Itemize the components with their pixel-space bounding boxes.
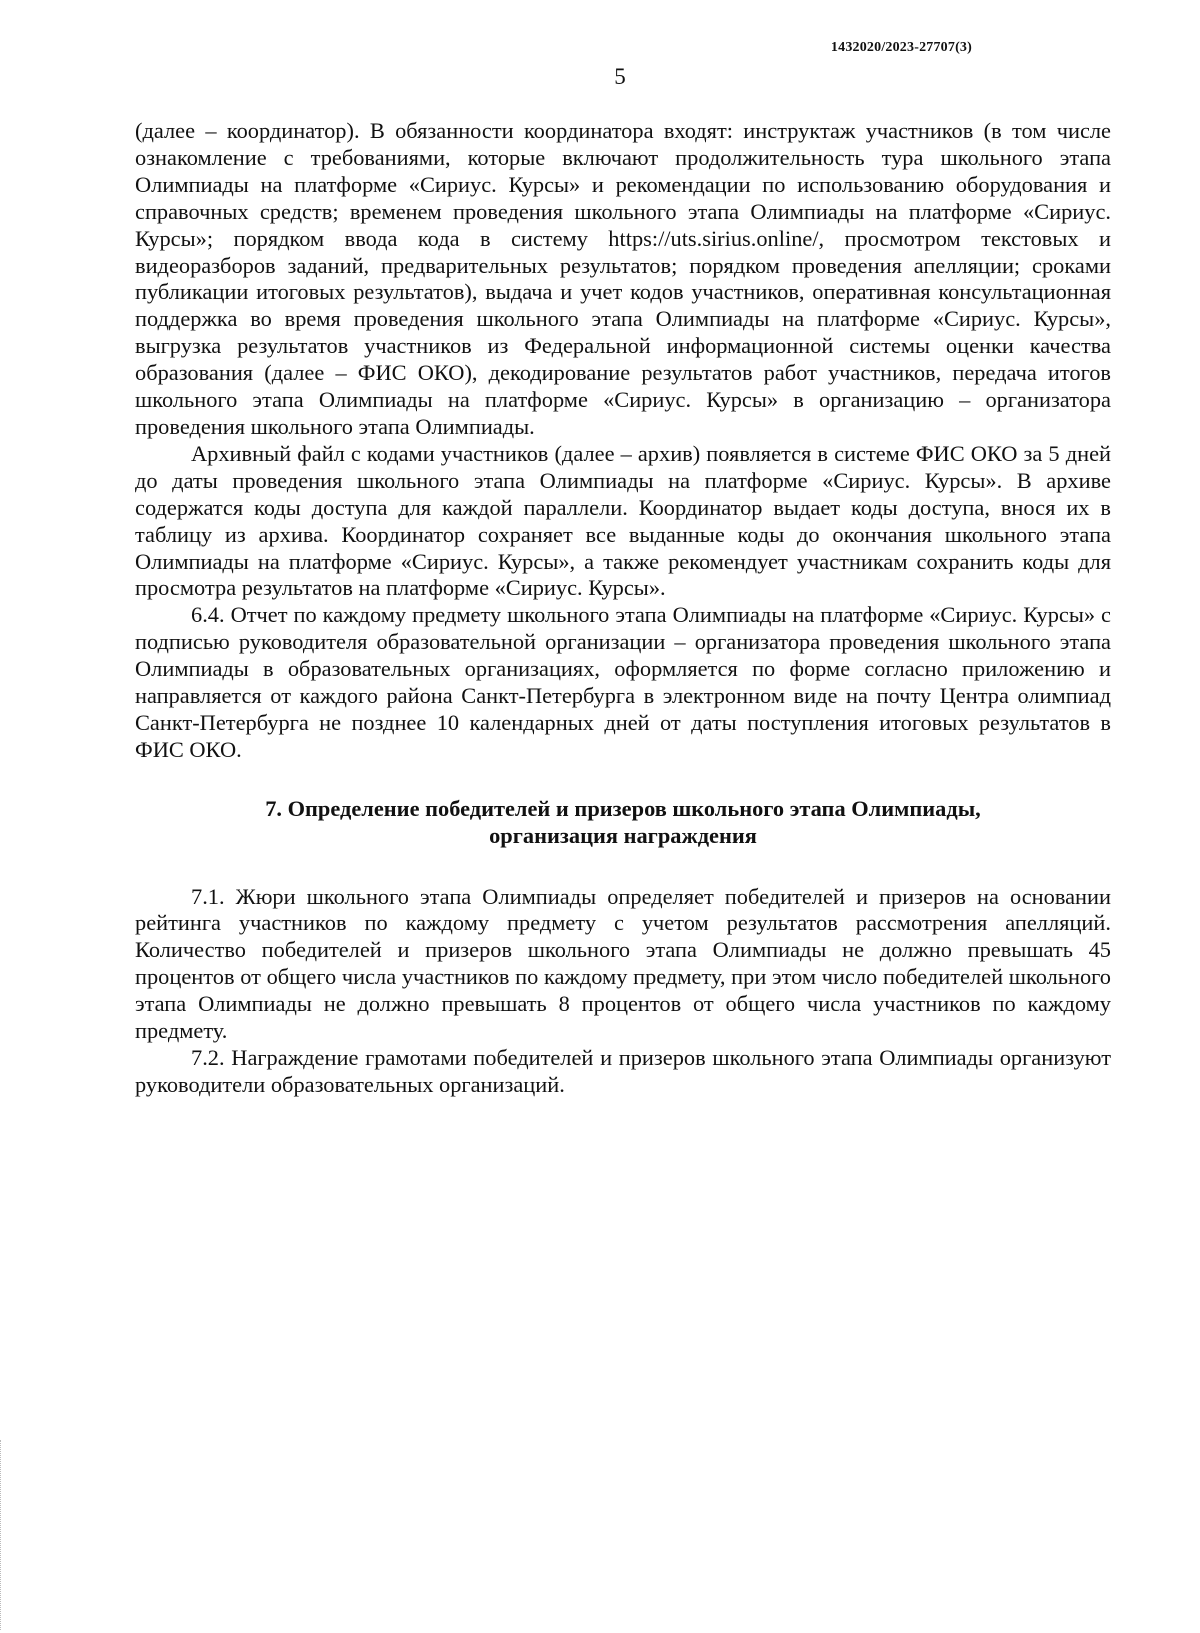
paragraph-6-4-report: 6.4. Отчет по каждому предмету школьного этапа Олимпиады на платформе «Сириус. Курсы» с подписью руководителя образовательной организации – организатора проведения школьного этапа Олимпиады в образовательных организациях, оформляется по форме согласно приложению и направляется от каждого района Санкт-Петербурга в электронном виде на почту Центра олимпиад Санкт-Петербурга не позднее 10 календарных дней от даты поступления итоговых результатов в ФИС ОКО. [135,602,1111,762]
scan-edge-artifact [0,1440,2,1630]
section-7-heading-line-2: организация награждения [489,822,757,848]
paragraph-archive-file: Архивный файл с кодами участников (далее – архив) появляется в системе ФИС ОКО за 5 дней до даты проведения школьного этапа Олимпиады на платформе «Сириус. Курсы». В архиве содержатся коды доступа для каждой параллели. Координатор выдает коды доступа, внося их в таблицу из архива. Координатор сохраняет все выданные коды до окончания школьного этапа Олимпиады на платформе «Сириус. Курсы», а также рекомендует участникам сохранить коды для просмотра результатов на платформе «Сириус. Курсы». [135,440,1111,601]
document-body [135,118,1111,1099]
paragraph-7-1-jury: 7.1. Жюри школьного этапа Олимпиады определяет победителей и призеров на основании рейтинга участников по каждому предмету с учетом результатов рассмотрения апелляций. Количество победителей и призеров школьного этапа Олимпиады не должно превышать 45 процентов от общего числа участников по каждому предмету, при этом число победителей школьного этапа Олимпиады не должно превышать 8 процентов от общего числа участников по каждому предмету. [135,883,1111,1044]
paragraph-coordinator-duties: (далее – координатор). В обязанности координатора входят: инструктаж участников (в том числе ознакомление с требованиями, которые включают продолжительность тура школьного этапа Олимпиады на платформе «Сириус. Курсы» и рекомендации по использованию оборудования и справочных средств; временем проведения школьного этапа Олимпиады на платформе «Сириус. Курсы»; порядком ввода кода в систему https://uts.sirius.online/, просмотром текстовых и видеоразборов заданий, предварительных результатов; порядком проведения апелляции; сроками публикации итоговых результатов), выдача и учет кодов участников, оперативная консультационная поддержка во время проведения школьного этапа Олимпиады на платформе «Сириус. Курсы», выгрузка результатов участников из Федеральной информационной системы оценки качества образования (далее – ФИС ОКО), декодирование результатов работ участников, передача итогов школьного этапа Олимпиады на платформе «Сириус. Курсы» в организацию – организатора проведения школьного этапа Олимпиады. [135,118,1111,439]
paragraph-7-2-awards: 7.2. Награждение грамотами победителей и призеров школьного этапа Олимпиады организуют руководители образовательных организаций. [135,1045,1111,1097]
section-7-heading-line-1: 7. Определение победителей и призеров школьного этапа Олимпиады, [265,795,981,821]
section-7-heading [135,796,1111,850]
page-number: 5 [614,64,626,89]
document-registration-number: 1432020/2023-27707(3) [830,40,972,55]
